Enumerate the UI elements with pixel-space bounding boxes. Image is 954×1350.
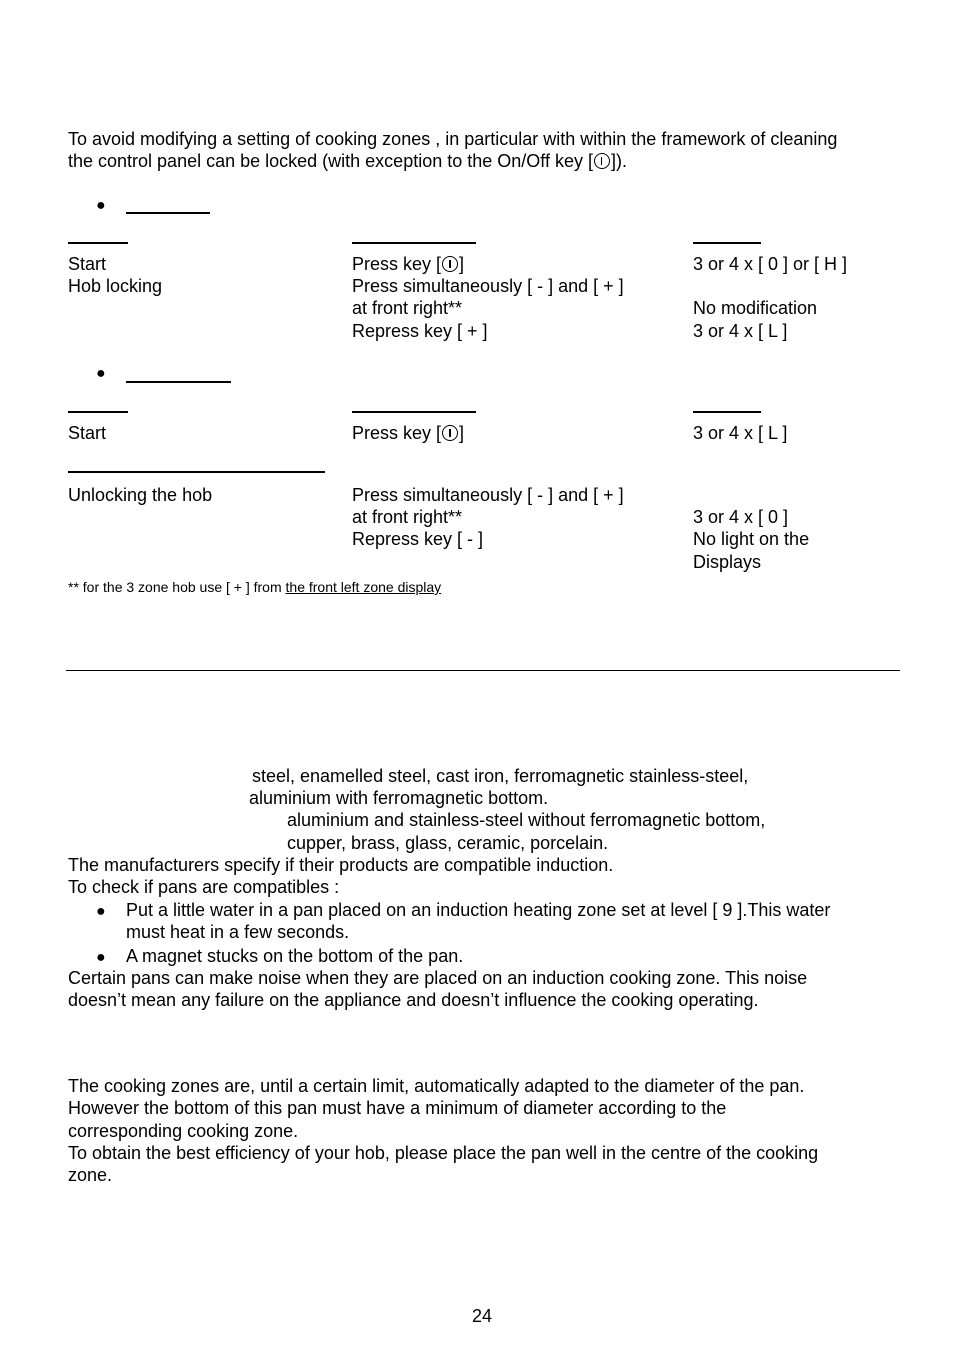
lock-row2-col2: Press simultaneously [ - ] and [ + ] bbox=[352, 276, 624, 296]
compat-line: The manufacturers specify if their products are compatible induction. bbox=[68, 855, 614, 875]
diameter-line4: To obtain the best efficiency of your hob, please place the pan well in the centre of the cooking bbox=[68, 1143, 819, 1163]
intro-line1: To avoid modifying a setting of cooking zones , in particular with within the framework of cleaning bbox=[68, 129, 838, 149]
page-number: 24 bbox=[472, 1306, 493, 1326]
unlock-col2-header-rule bbox=[352, 411, 476, 413]
unlock-row2-col2: at front right** bbox=[352, 507, 463, 527]
footnote-underlined: the front left zone display bbox=[285, 579, 442, 595]
unlock-start-col1: Start bbox=[68, 423, 107, 443]
noise-line1: Certain pans can make noise when they are placed on an induction cooking zone. This noise bbox=[68, 968, 808, 988]
unlock-row3-col3: No light on the bbox=[693, 529, 810, 549]
suitable-line1: steel, enamelled steel, cast iron, ferromagnetic stainless-steel, bbox=[252, 766, 749, 786]
unlock-start-col2 bbox=[352, 422, 464, 444]
check-bullet2: A magnet stucks on the bottom of the pan. bbox=[126, 946, 464, 966]
intro-line2 bbox=[68, 150, 627, 172]
lock-row3-col2: at front right** bbox=[352, 298, 463, 318]
power-onoff-icon bbox=[594, 153, 610, 169]
lock-col2-header-rule bbox=[352, 242, 476, 244]
lock-col1-header-rule bbox=[68, 242, 128, 244]
diameter-line1: The cooking zones are, until a certain limit, automatically adapted to the diameter of the pan. bbox=[68, 1076, 805, 1096]
unlock-row3-col2: Repress key [ - ] bbox=[352, 529, 484, 549]
unsuitable-line1: aluminium and stainless-steel without ferromagnetic bottom, bbox=[287, 810, 766, 830]
power-onoff-icon bbox=[442, 256, 458, 272]
bullet-dot: ● bbox=[96, 903, 106, 920]
unsuitable-line2: cupper, brass, glass, ceramic, porcelain. bbox=[287, 833, 609, 853]
unlock-row1-col1: Unlocking the hob bbox=[68, 485, 213, 505]
lock-row1-col1: Start bbox=[68, 254, 107, 274]
lock-row1-col2-end: ] bbox=[459, 254, 465, 274]
lock-row1-col2-text: Press key [ bbox=[352, 254, 442, 274]
lock-row1-col3: 3 or 4 x [ 0 ] or [ H ] bbox=[693, 254, 848, 274]
locking-heading-rule bbox=[126, 212, 210, 214]
bullet-dot: ● bbox=[96, 365, 106, 382]
section-divider bbox=[66, 670, 900, 671]
bullet-dot: ● bbox=[96, 197, 106, 214]
unlock-row4-col3: Displays bbox=[693, 552, 762, 572]
unlocking-heading-rule bbox=[126, 381, 231, 383]
check-bullet1-line2: must heat in a few seconds. bbox=[126, 922, 350, 942]
unlock-row2-col3: 3 or 4 x [ 0 ] bbox=[693, 507, 789, 527]
unlock-col3-header-rule bbox=[693, 411, 761, 413]
unlock-subheading-rule bbox=[68, 471, 325, 473]
unlock-start-col2-text: Press key [ bbox=[352, 423, 442, 443]
intro-line2-end: ]). bbox=[610, 151, 627, 171]
diameter-line3: corresponding cooking zone. bbox=[68, 1121, 299, 1141]
check-bullet1-line1: Put a little water in a pan placed on an induction heating zone set at level [ 9 ].This water bbox=[126, 900, 831, 920]
intro-line2-text: the control panel can be locked (with exception to the On/Off key [ bbox=[68, 151, 593, 171]
lock-row4-col2: Repress key [ + ] bbox=[352, 321, 488, 341]
lock-col3-header-rule bbox=[693, 242, 761, 244]
unlock-row1-col2: Press simultaneously [ - ] and [ + ] bbox=[352, 485, 624, 505]
noise-line2: doesn’t mean any failure on the appliance and doesn’t influence the cooking operating. bbox=[68, 990, 759, 1010]
suitable-line2: aluminium with ferromagnetic bottom. bbox=[249, 788, 549, 808]
bullet-dot: ● bbox=[96, 949, 106, 966]
power-onoff-icon bbox=[442, 425, 458, 441]
lock-row2-col1: Hob locking bbox=[68, 276, 163, 296]
unlock-col1-header-rule bbox=[68, 411, 128, 413]
unlock-start-col3: 3 or 4 x [ L ] bbox=[693, 423, 788, 443]
lock-row4-col3: 3 or 4 x [ L ] bbox=[693, 321, 788, 341]
unlock-start-col2-end: ] bbox=[459, 423, 465, 443]
footnote-prefix: ** for the 3 zone hob use [ + ] from bbox=[68, 579, 286, 595]
lock-row3-col3: No modification bbox=[693, 298, 818, 318]
lock-row1-col2 bbox=[352, 253, 464, 275]
footnote bbox=[68, 578, 441, 596]
diameter-line5: zone. bbox=[68, 1165, 113, 1185]
check-line: To check if pans are compatibles : bbox=[68, 877, 340, 897]
diameter-line2: However the bottom of this pan must have a minimum of diameter according to the bbox=[68, 1098, 727, 1118]
